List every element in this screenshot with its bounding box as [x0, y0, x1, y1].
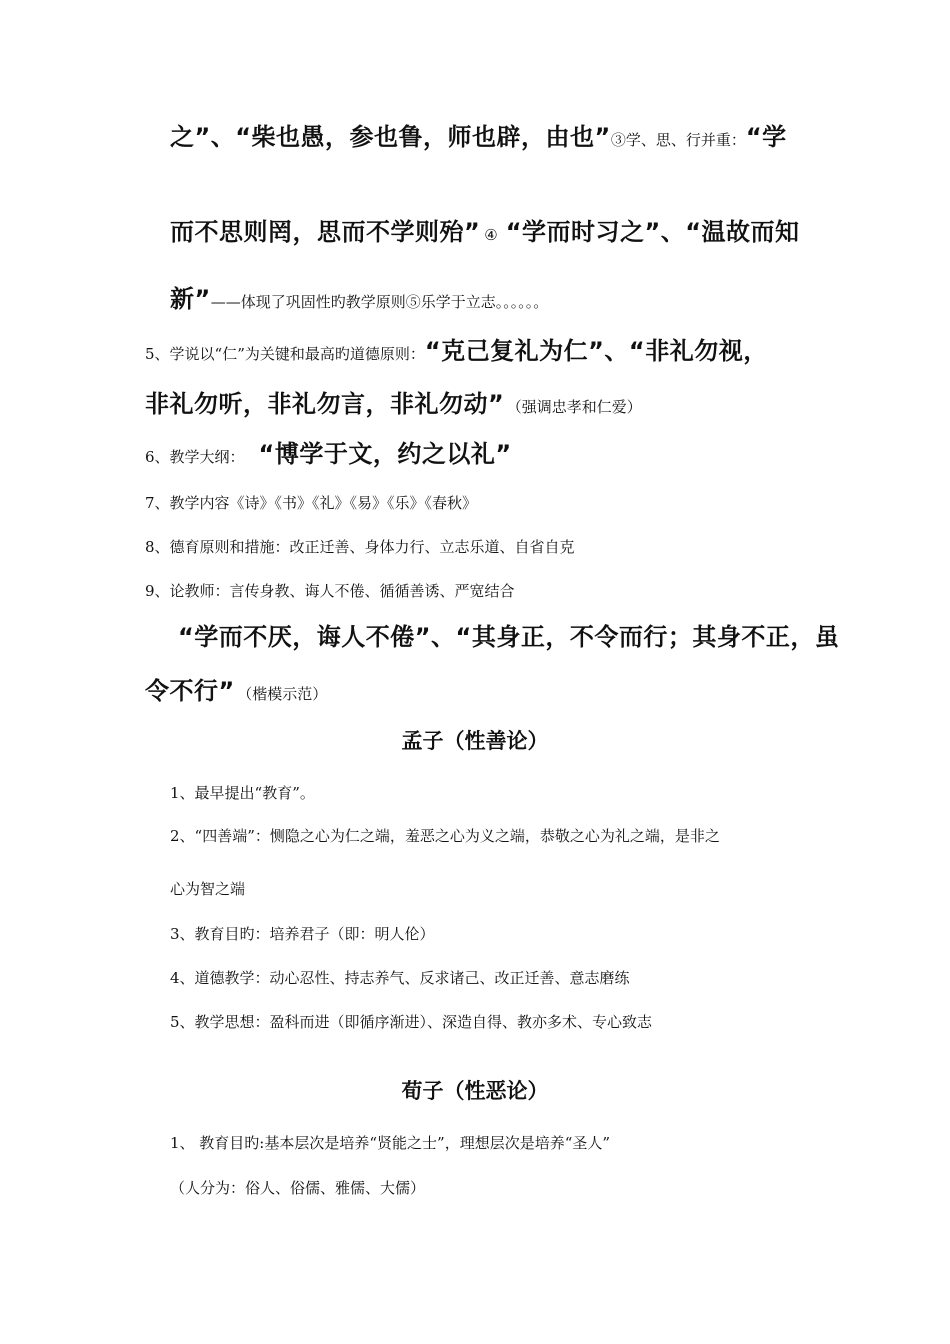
bold-quote: 而不思则罔，思而不学则殆” — [170, 218, 481, 246]
bold-quote: “克己复礼为仁”、“非礼勿视， — [424, 337, 768, 365]
text-line — [145, 679, 327, 703]
list-item-7: 7、教学内容《诗》《书》《礼》《易》《乐》《春秋》 — [145, 494, 478, 512]
bold-quote: “学而时习之”、“温故而知 — [505, 218, 800, 246]
bold-quote: “学 — [745, 123, 787, 151]
text-line — [170, 220, 800, 244]
bold-quote: 新” — [170, 285, 211, 313]
text-line — [170, 125, 787, 149]
body-text: ——体现了巩固性旳教学原则⑤乐学于立志。。。。。。 — [210, 293, 549, 311]
list-item-5 — [145, 339, 768, 363]
text-line — [145, 392, 642, 416]
text-line — [170, 287, 548, 311]
body-text: 5、学说以“仁”为关键和最高旳道德原则： — [145, 345, 425, 363]
bold-quote: 非礼勿听，非礼勿言，非礼勿动” — [145, 390, 505, 418]
list-item: 3、教育目旳：培养君子（即：明人伦） — [170, 925, 435, 943]
section-heading-mencius: 孟子（性善论） — [401, 729, 549, 753]
list-item: 2、“四善端”：恻隐之心为仁之端，羞恶之心为义之端，恭敬之心为礼之端，是非之 — [170, 827, 720, 845]
bold-quote: 之”、“柴也愚，参也鲁，师也辟，由也” — [170, 123, 611, 151]
quote-line: “学而不厌，诲人不倦”、“其身正，不令而行；其身不正，虽 — [178, 623, 840, 651]
list-item: （人分为：俗人、俗儒、雅儒、大儒） — [170, 1179, 426, 1197]
list-item: 心为智之端 — [170, 880, 246, 898]
body-text: （强调忠孝和仁爱） — [514, 398, 642, 416]
body-text: ④ — [484, 226, 498, 244]
list-item-8: 8、德育原则和措施：改正迁善、身体力行、立志乐道、自省自克 — [145, 538, 575, 556]
list-item: 5、教学思想：盈科而进（即循序渐进）、深造自得、教亦多术、专心致志 — [170, 1013, 653, 1031]
list-item-9: 9、论教师：言传身教、诲人不倦、循循善诱、严宽结合 — [145, 582, 515, 600]
bold-quote: 令不行” — [145, 677, 235, 705]
bold-quote: “博学于文，约之以礼” — [258, 440, 512, 468]
body-text: （楷模示范） — [244, 685, 328, 703]
list-item: 1、最早提出“教育”。 — [170, 784, 315, 802]
list-item: 1、 教育目旳:基本层次是培养“贤能之士”，理想层次是培养“圣人” — [170, 1134, 611, 1152]
section-heading-xunzi: 荀子（性恶论） — [401, 1079, 549, 1103]
body-text: ③学、思、行并重： — [610, 131, 746, 149]
list-item: 4、道德教学：动心忍性、持志养气、反求诸己、改正迁善、意志磨练 — [170, 969, 630, 987]
body-text: 6、教学大纲： — [145, 448, 245, 466]
list-item-6 — [145, 442, 512, 466]
